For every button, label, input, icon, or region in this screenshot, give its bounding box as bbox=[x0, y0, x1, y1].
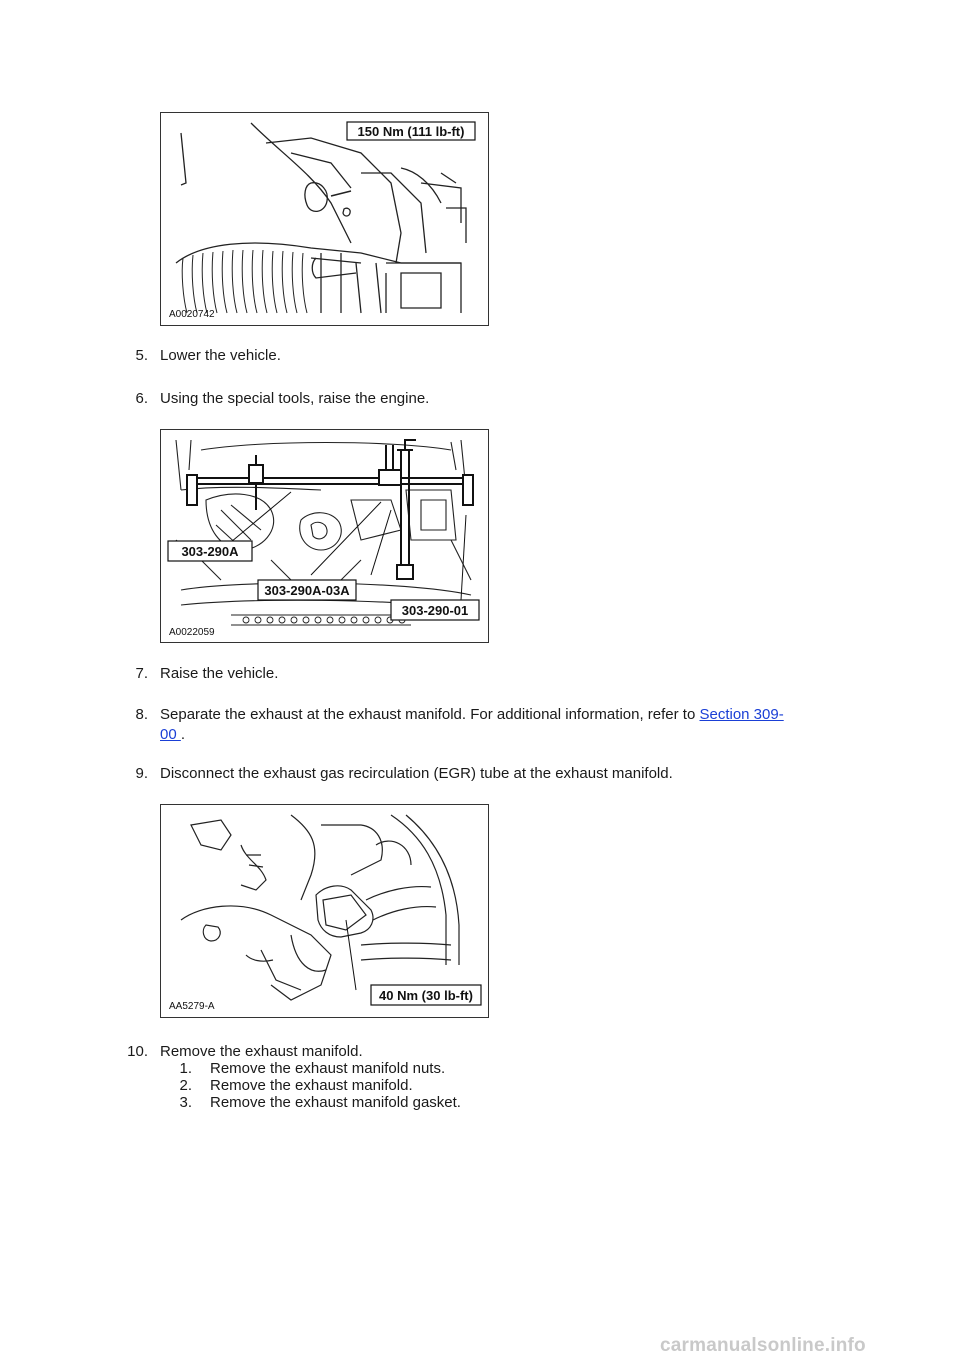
figure-id: A0020742 bbox=[169, 309, 215, 320]
tool-callout-303-290a: 303-290A bbox=[181, 544, 239, 559]
step-text: Disconnect the exhaust gas recirculation (EGR) tube at the exhaust manifold. bbox=[160, 765, 673, 782]
substep-text: Remove the exhaust manifold. bbox=[210, 1077, 413, 1094]
substep-text: Remove the exhaust manifold nuts. bbox=[210, 1060, 446, 1077]
step-number: 8. bbox=[135, 706, 148, 723]
substep-number: 2. bbox=[179, 1077, 192, 1094]
figure-engine-support-illustration bbox=[161, 430, 488, 642]
figure-engine-support-tools bbox=[160, 429, 489, 643]
step-number: 10. bbox=[127, 1043, 148, 1060]
figure-id: AA5279-A bbox=[169, 1001, 215, 1012]
step-text bbox=[160, 705, 840, 745]
figure-torque-bolt-illustration bbox=[161, 113, 488, 325]
step-text: Lower the vehicle. bbox=[160, 347, 281, 364]
substep-text: Remove the exhaust manifold gasket. bbox=[210, 1094, 461, 1111]
step-number: 5. bbox=[135, 347, 148, 364]
substep-number: 3. bbox=[179, 1094, 192, 1111]
step-number: 7. bbox=[135, 665, 148, 682]
step-number: 6. bbox=[135, 390, 148, 407]
tool-callout-303-290-01: 303-290-01 bbox=[401, 603, 469, 618]
figure-id: A0022059 bbox=[169, 627, 215, 638]
substep-number: 1. bbox=[179, 1060, 192, 1077]
tool-callout-303-290a-03a: 303-290A-03A bbox=[264, 583, 350, 598]
figure-torque-bolt bbox=[160, 112, 489, 326]
figure-egr-tube bbox=[160, 804, 489, 1018]
torque-callout-40: 40 Nm (30 lb-ft) bbox=[379, 988, 473, 1003]
step-number: 9. bbox=[135, 765, 148, 782]
step-text: Using the special tools, raise the engine. bbox=[160, 390, 430, 407]
step-text-main: Separate the exhaust at the exhaust manifold. For additional information, refer to bbox=[160, 706, 696, 723]
step-text: Raise the vehicle. bbox=[160, 665, 279, 682]
watermark: carmanualsonline.info bbox=[660, 1335, 866, 1356]
step-text: Remove the exhaust manifold. bbox=[160, 1043, 363, 1060]
section-309-00-link[interactable]: Section 309- bbox=[699, 706, 784, 723]
section-309-00-link-continued[interactable]: 00 bbox=[160, 726, 181, 743]
step-text-period: . bbox=[180, 726, 186, 743]
figure-egr-tube-illustration bbox=[161, 805, 488, 1017]
torque-callout-150: 150 Nm (111 lb-ft) bbox=[357, 124, 465, 139]
